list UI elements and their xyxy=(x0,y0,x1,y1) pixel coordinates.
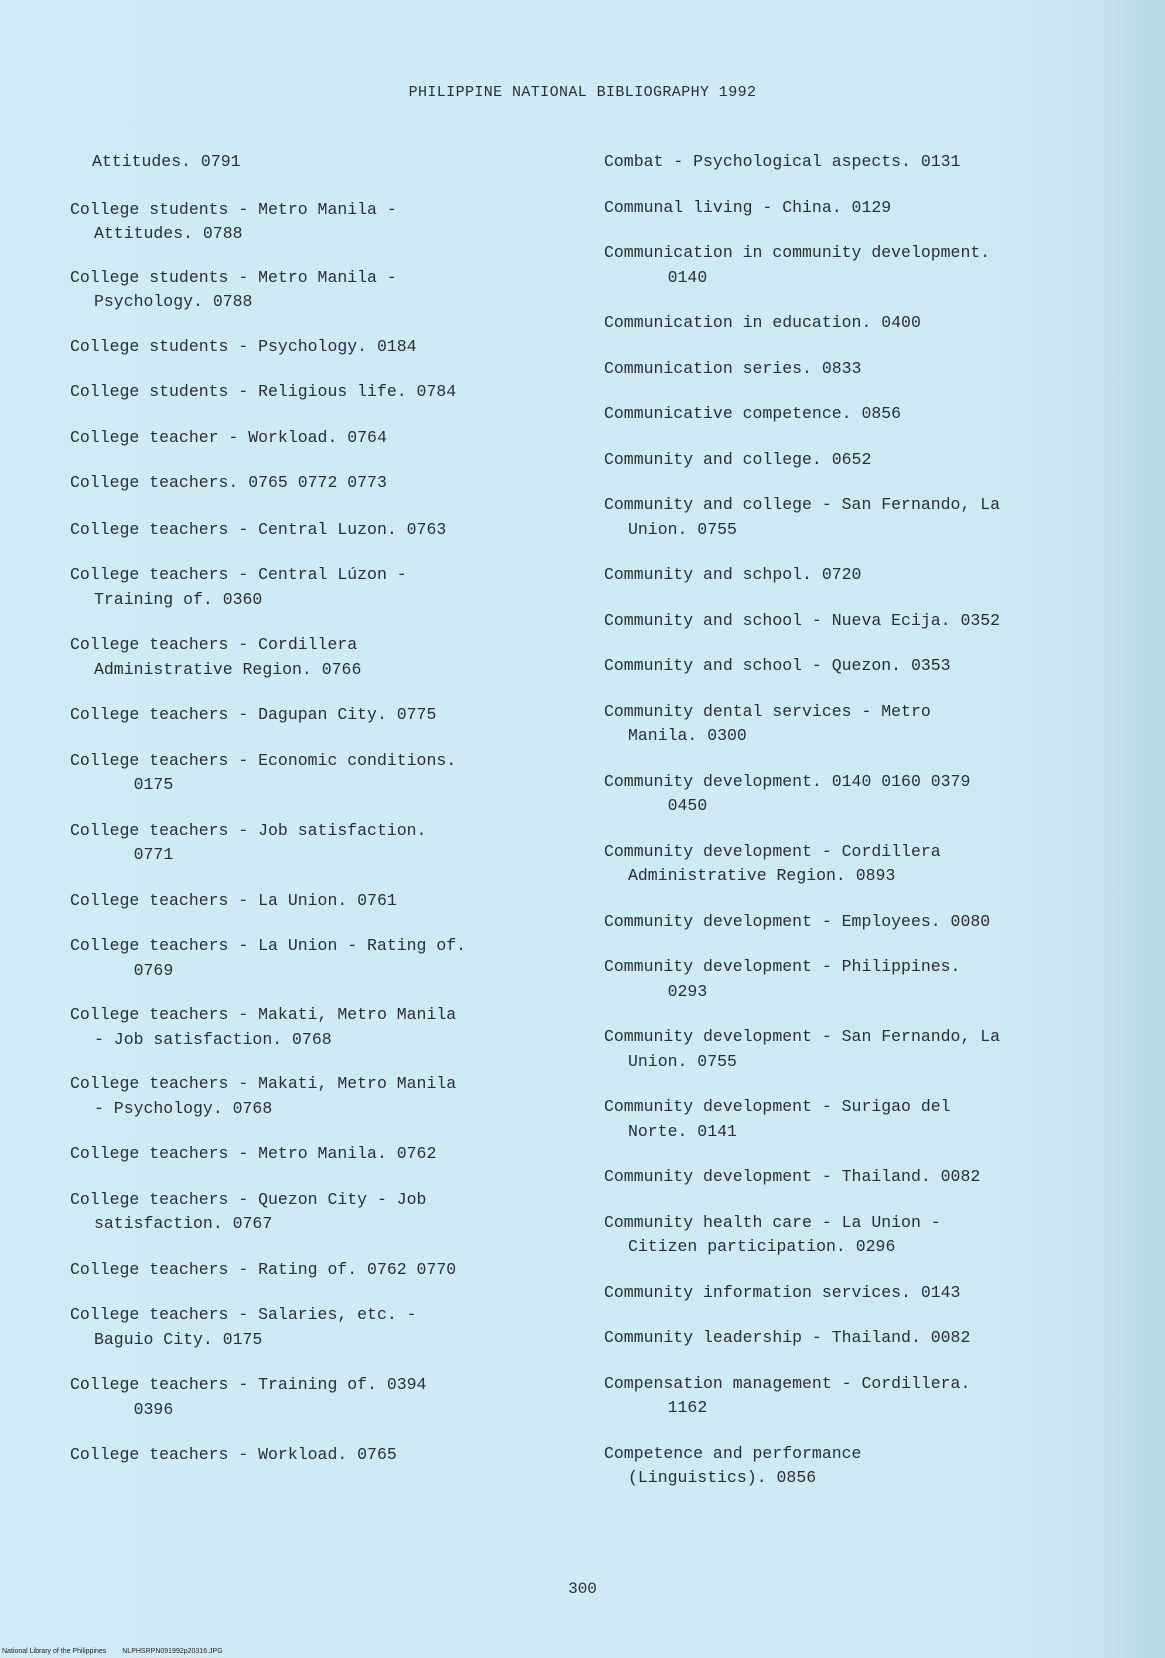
page-number: 300 xyxy=(568,1580,597,1598)
index-entry: Communication series. 0833 xyxy=(604,358,862,378)
index-entry: Communication in community development. 0140 xyxy=(604,243,991,287)
right-index-column xyxy=(604,150,1104,1491)
file-name: NLPHSRPN091992p20316.JPG xyxy=(122,1648,223,1655)
page-title: PHILIPPINE NATIONAL BIBLIOGRAPHY 1992 xyxy=(408,84,757,101)
index-entry: Community and college - San Fernando, La Union. 0755 xyxy=(604,495,1001,539)
index-entry: College teachers - Dagupan City. 0775 xyxy=(70,705,437,724)
index-entry: College teachers - La Union. 0761 xyxy=(70,890,397,910)
left-index-column xyxy=(70,150,570,1468)
library-name: National Library of the Philippines xyxy=(2,1648,107,1655)
index-entry: Community information services. 0143 xyxy=(604,1282,961,1302)
index-entry: College teachers - Cordillera Administrative Region. 0766 xyxy=(70,635,362,679)
index-entry: Community development - San Fernando, La Union. 0755 xyxy=(604,1027,1001,1071)
index-entry: College teachers - Salaries, etc. - Baguio City. 0175 xyxy=(70,1305,417,1349)
index-entry: Community leadership - Thailand. 0082 xyxy=(604,1328,971,1347)
index-entry: Community and school - Quezon. 0353 xyxy=(604,656,951,675)
index-entry: Community development - Philippines. 0293 xyxy=(604,957,961,1001)
index-entry: College teachers. 0765 0772 0773 xyxy=(70,473,387,492)
index-entry: College teachers - Makati, Metro Manila - Psychology. 0768 xyxy=(70,1074,457,1118)
index-entry: College teachers - Central Lúzon - Training of. 0360 xyxy=(70,565,407,609)
index-entry: College teachers - Rating of. 0762 0770 xyxy=(70,1259,457,1279)
index-entry: College students - Religious life. 0784 xyxy=(70,382,457,401)
index-entry: Community development. 0140 0160 0379 0450 xyxy=(604,771,971,815)
index-entry: Community and schpol. 0720 xyxy=(604,565,862,584)
index-entry: Community and college. 0652 xyxy=(604,449,872,469)
index-entry: College teachers - Metro Manila. 0762 xyxy=(70,1144,437,1163)
index-entry: College teachers - Training of. 0394 0396 xyxy=(70,1375,427,1419)
index-entry: Community development - Surigao del Norte. 0141 xyxy=(604,1097,951,1141)
index-entry: Attitudes. 0791 xyxy=(92,152,241,171)
index-entry: Compensation management - Cordillera. 1162 xyxy=(604,1373,971,1417)
index-entry: College teachers - Economic conditions. 0175 xyxy=(70,750,457,794)
index-entry: Communication in education. 0400 xyxy=(604,313,921,332)
index-entry: Competence and performance (Linguistics). 0856 xyxy=(604,1443,862,1487)
index-entry: Communal living - China. 0129 xyxy=(604,197,892,217)
index-entry: College students - Metro Manila - Psychology. 0788 xyxy=(70,267,397,311)
index-entry: College teachers - La Union - Rating of. 0769 xyxy=(70,936,467,980)
index-entry: Combat - Psychological aspects. 0131 xyxy=(604,152,961,171)
index-entry: College teacher - Workload. 0764 xyxy=(70,427,387,447)
index-entry: Community development - Thailand. 0082 xyxy=(604,1167,981,1186)
index-entry: College teachers - Job satisfaction. 0771 xyxy=(70,820,427,864)
index-entry: College students - Metro Manila - Attitudes. 0788 xyxy=(70,199,397,243)
scan-footer xyxy=(2,1648,237,1655)
index-entry: Community health care - La Union - Citizen participation. 0296 xyxy=(604,1212,941,1256)
index-entry: College teachers - Central Luzon. 0763 xyxy=(70,519,447,539)
index-entry: College teachers - Workload. 0765 xyxy=(70,1445,397,1464)
index-entry: Community development - Cordillera Administrative Region. 0893 xyxy=(604,841,941,885)
index-entry: College teachers - Makati, Metro Manila - Job satisfaction. 0768 xyxy=(70,1005,457,1049)
index-entry: Communicative competence. 0856 xyxy=(604,404,902,423)
index-entry: Community dental services - Metro Manila. 0300 xyxy=(604,701,931,745)
index-entry: Community and school - Nueva Ecija. 0352 xyxy=(604,610,1001,630)
index-entry: College students - Psychology. 0184 xyxy=(70,336,417,356)
index-entry: Community development - Employees. 0080 xyxy=(604,911,991,931)
index-entry: College teachers - Quezon City - Job satisfaction. 0767 xyxy=(70,1189,427,1233)
